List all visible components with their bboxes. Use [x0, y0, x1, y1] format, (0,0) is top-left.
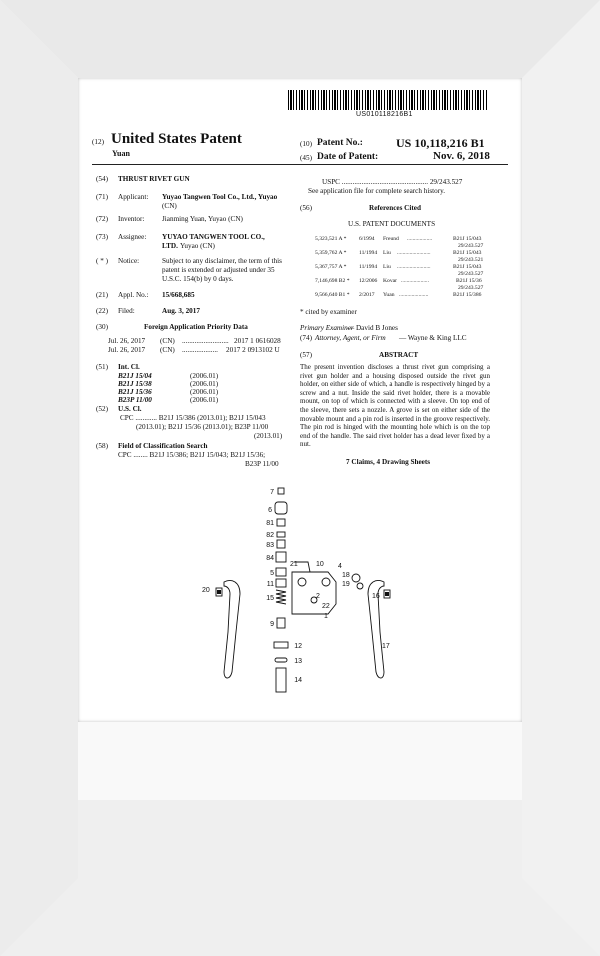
part-11 [276, 579, 286, 587]
cpc-line-2: (2013.01); B21J 15/36 (2013.01); B23P 11/00 [136, 423, 269, 431]
applicant-code: (71) [96, 193, 108, 201]
patent-no-label: Patent No.: [317, 138, 363, 148]
part-label-9: 9 [270, 621, 274, 628]
claims-summary: 7 Claims, 4 Drawing Sheets [346, 458, 431, 466]
assignee-line-3: Yuyao (CN) [180, 242, 215, 250]
part-label-19: 19 [342, 581, 350, 588]
patent-no-code: (10) [300, 140, 312, 148]
patent-page [78, 78, 522, 722]
part-13 [275, 658, 287, 662]
ref-name: Kovar [383, 278, 397, 284]
part-label-22: 22 [322, 603, 330, 610]
ref-dots: ..................... [399, 292, 429, 298]
part-label-14: 14 [294, 677, 302, 684]
attorney-code: (74) [300, 334, 312, 342]
part-label-16: 16 [372, 593, 380, 600]
ref-number: 9,566,640 B1 * [315, 292, 350, 298]
assignee-line-1: YUYAO TANGWEN TOOL CO., [162, 233, 265, 241]
frame-right-bevel [522, 0, 600, 956]
date-label: Date of Patent: [317, 152, 379, 162]
notice-line-3: U.S.C. 154(b) by 0 days. [162, 275, 234, 283]
see-application: See application file for complete search history. [308, 187, 446, 195]
uscl-title: U.S. Cl. [118, 405, 142, 413]
inventor-name: Jianming Yuan, Yuyao (CN) [162, 215, 243, 223]
frame-top-bevel [0, 0, 600, 78]
ref-name: Freund [383, 236, 399, 242]
part-label-4: 4 [338, 563, 342, 570]
field-code: (58) [96, 442, 108, 450]
part-6 [275, 502, 287, 514]
foreign-number: 2017 2 0913102 U [226, 346, 280, 354]
ref-class-secondary: 29/243.521 [458, 256, 484, 263]
part-81 [277, 519, 285, 526]
foreign-code: (30) [96, 323, 108, 331]
foreign-country: (CN) [160, 337, 175, 345]
intcl-version: (2006.01) [190, 396, 219, 404]
notice-line-2: patent is extended or adjusted under 35 [162, 266, 275, 274]
us-documents-heading: U.S. PATENT DOCUMENTS [348, 220, 436, 228]
foreign-date: Jul. 26, 2017 [108, 346, 146, 354]
ref-class-secondary: 29/243.527 [458, 270, 484, 277]
ref-class: B21J 15/386 [453, 292, 482, 298]
abstract-title: ABSTRACT [379, 351, 419, 359]
patent-number: US 10,118,216 B1 [396, 136, 485, 150]
ref-number: 5,359,762 A * [315, 250, 347, 256]
doc-type: United States Patent [111, 131, 242, 147]
intcl-version: (2006.01) [190, 388, 219, 396]
intcl-class: B21J 15/04 [118, 372, 152, 380]
field-line-1: CPC ........ B21J 15/386; B21J 15/043; B21J 15/36; [118, 451, 266, 459]
ref-number: 7,146,698 B2 * [315, 278, 350, 284]
notice-line-1: Subject to any disclaimer, the term of this [162, 257, 282, 265]
ref-name: Liu [383, 250, 391, 256]
invention-title: THRUST RIVET GUN [118, 175, 190, 183]
ref-dots: ........................ [397, 250, 431, 256]
part-83 [277, 540, 285, 548]
appl-code: (21) [96, 291, 108, 299]
intcl-class: B23P 11/00 [118, 396, 152, 404]
part-84 [276, 552, 286, 562]
attorney-label: Attorney, Agent, or Firm [315, 334, 386, 342]
uscl-code: (52) [96, 405, 108, 413]
ref-name: Yuan [383, 292, 395, 298]
intcl-version: (2006.01) [190, 380, 219, 388]
part-label-84: 84 [266, 555, 274, 562]
cpc-line-3: (2013.01) [254, 432, 283, 440]
ref-date: 6/1994 [359, 236, 375, 242]
ref-class: B21J 15/043 [453, 250, 482, 256]
applicant-line-1: Yuyao Tangwen Tool Co., Ltd., Yuyao [162, 193, 278, 201]
spring-15 [276, 590, 286, 604]
part-label-2: 2 [316, 593, 320, 600]
ref-date: 12/2006 [359, 278, 378, 284]
part-label-12: 12 [294, 643, 302, 650]
part-label-10: 10 [316, 561, 324, 568]
part-label-81: 81 [266, 520, 274, 527]
part-9 [277, 618, 285, 628]
intcl-code: (51) [96, 363, 108, 371]
foreign-date: Jul. 26, 2017 [108, 337, 146, 345]
notice-label: Notice: [118, 257, 140, 265]
part-14 [276, 668, 286, 692]
barcode [288, 90, 488, 110]
attorney-name: — Wayne & King LLC [399, 334, 467, 342]
ref-date: 11/1994 [359, 250, 378, 256]
field-line-2: B23P 11/00 [245, 460, 279, 468]
abstract-code: (57) [300, 351, 312, 359]
intcl-class: B21J 15/38 [118, 380, 152, 388]
part-label-1: 1 [324, 613, 328, 620]
intcl-class: B21J 15/36 [118, 388, 152, 396]
applicant-label: Applicant: [118, 193, 149, 201]
assignee-line-2: LTD. [162, 242, 178, 250]
appl-label: Appl. No.: [118, 291, 149, 299]
intcl-version: (2006.01) [190, 372, 219, 380]
part-12 [274, 642, 288, 648]
part-label-5: 5 [270, 570, 274, 577]
ref-date: 11/1994 [359, 264, 378, 270]
frame-bottom-bevel [0, 722, 600, 800]
part-label-11: 11 [266, 581, 274, 588]
part-label-21: 21 [290, 561, 298, 568]
foreign-number: 2017 1 0616028 [234, 337, 281, 345]
assignee-code: (73) [96, 233, 108, 241]
title-code: (54) [96, 175, 108, 183]
representative-drawing [178, 482, 442, 696]
ref-dots: ........................ [397, 264, 431, 270]
part-nozzle-7 [278, 488, 284, 494]
inventor-code: (72) [96, 215, 108, 223]
filed-date: Aug. 3, 2017 [162, 307, 200, 315]
foreign-title: Foreign Application Priority Data [144, 323, 248, 331]
notice-code: ( * ) [96, 257, 108, 265]
inventor-surname: Yuan [112, 149, 130, 158]
part-5 [276, 568, 286, 576]
barcode-number: US010118216B1 [356, 111, 413, 118]
country-code: (12) [92, 138, 104, 146]
foreign-dots: .................... [182, 346, 218, 354]
part-label-17: 17 [382, 643, 390, 650]
part-label-13: 13 [294, 658, 302, 665]
date-code: (45) [300, 154, 312, 162]
part-label-6: 6 [268, 507, 272, 514]
appl-number: 15/668,685 [162, 291, 195, 299]
patent-date: Nov. 6, 2018 [433, 150, 490, 162]
part-label-15: 15 [266, 595, 274, 602]
part-label-18: 18 [342, 572, 350, 579]
ref-class: B21J 15/043 [453, 236, 482, 242]
intcl-title: Int. Cl. [118, 363, 140, 371]
ref-dots: .................... [401, 278, 429, 284]
header-rule [92, 164, 508, 165]
assignee-label: Assignee: [118, 233, 147, 241]
foreign-dots: .......................... [182, 337, 229, 345]
ref-class: B21J 15/043 [453, 264, 482, 270]
part-label-7: 7 [270, 489, 274, 496]
part-label-20: 20 [202, 587, 210, 594]
ref-dots: .................. [407, 236, 433, 242]
refs-title: References Cited [369, 204, 421, 212]
cpc-line-1: CPC ............ B21J 15/386 (2013.01); B21J 15/043 [120, 414, 266, 422]
ref-date: 2/2017 [359, 292, 375, 298]
field-title: Field of Classification Search [118, 442, 208, 450]
ref-class-secondary: 29/243.527 [458, 242, 484, 249]
part-label-82: 82 [266, 532, 274, 539]
ref-number: 5,323,521 A * [315, 236, 347, 242]
examiner-name: — David B Jones [347, 324, 398, 332]
foreign-country: (CN) [160, 346, 175, 354]
part-label-83: 83 [266, 542, 274, 549]
filed-label: Filed: [118, 307, 135, 315]
applicant-line-2: (CN) [162, 202, 177, 210]
part-82 [277, 532, 285, 537]
uspc-line: USPC ................................................ 29/243.527 [322, 178, 463, 186]
filed-code: (22) [96, 307, 108, 315]
ref-class-secondary: 29/243.527 [458, 284, 484, 291]
ref-name: Liu [383, 264, 391, 270]
abstract-text: The present invention discloses a thrust rivet gun comprising a rivet gun holder and a housing disposed outside the rivet gun holder, on either side of which, a handle is respectively hinged by a screw and a nut. Inside the said rivet holder, there is a movable mount, on top of which is connected with a sleeve. On top end of the sleeve, there sets a nozzle. A grove is set on either side of the movable mount and a pin rod is inserted in the groove respectively. The pin rod is hinged with the mounting hole which is on the top end of the handle. The said rivet holder has a dead lever fixed by a nut. [300, 363, 490, 449]
ref-number: 5,367,757 A * [315, 264, 347, 270]
cited-by-examiner: * cited by examiner [300, 308, 357, 316]
refs-code: (56) [300, 204, 312, 212]
inventor-label: Inventor: [118, 215, 145, 223]
ref-class: B21J 15/36 [456, 278, 482, 284]
left-handle [224, 581, 240, 679]
examiner-label: Primary Examiner [300, 324, 354, 332]
frame-left-bevel [0, 0, 78, 956]
